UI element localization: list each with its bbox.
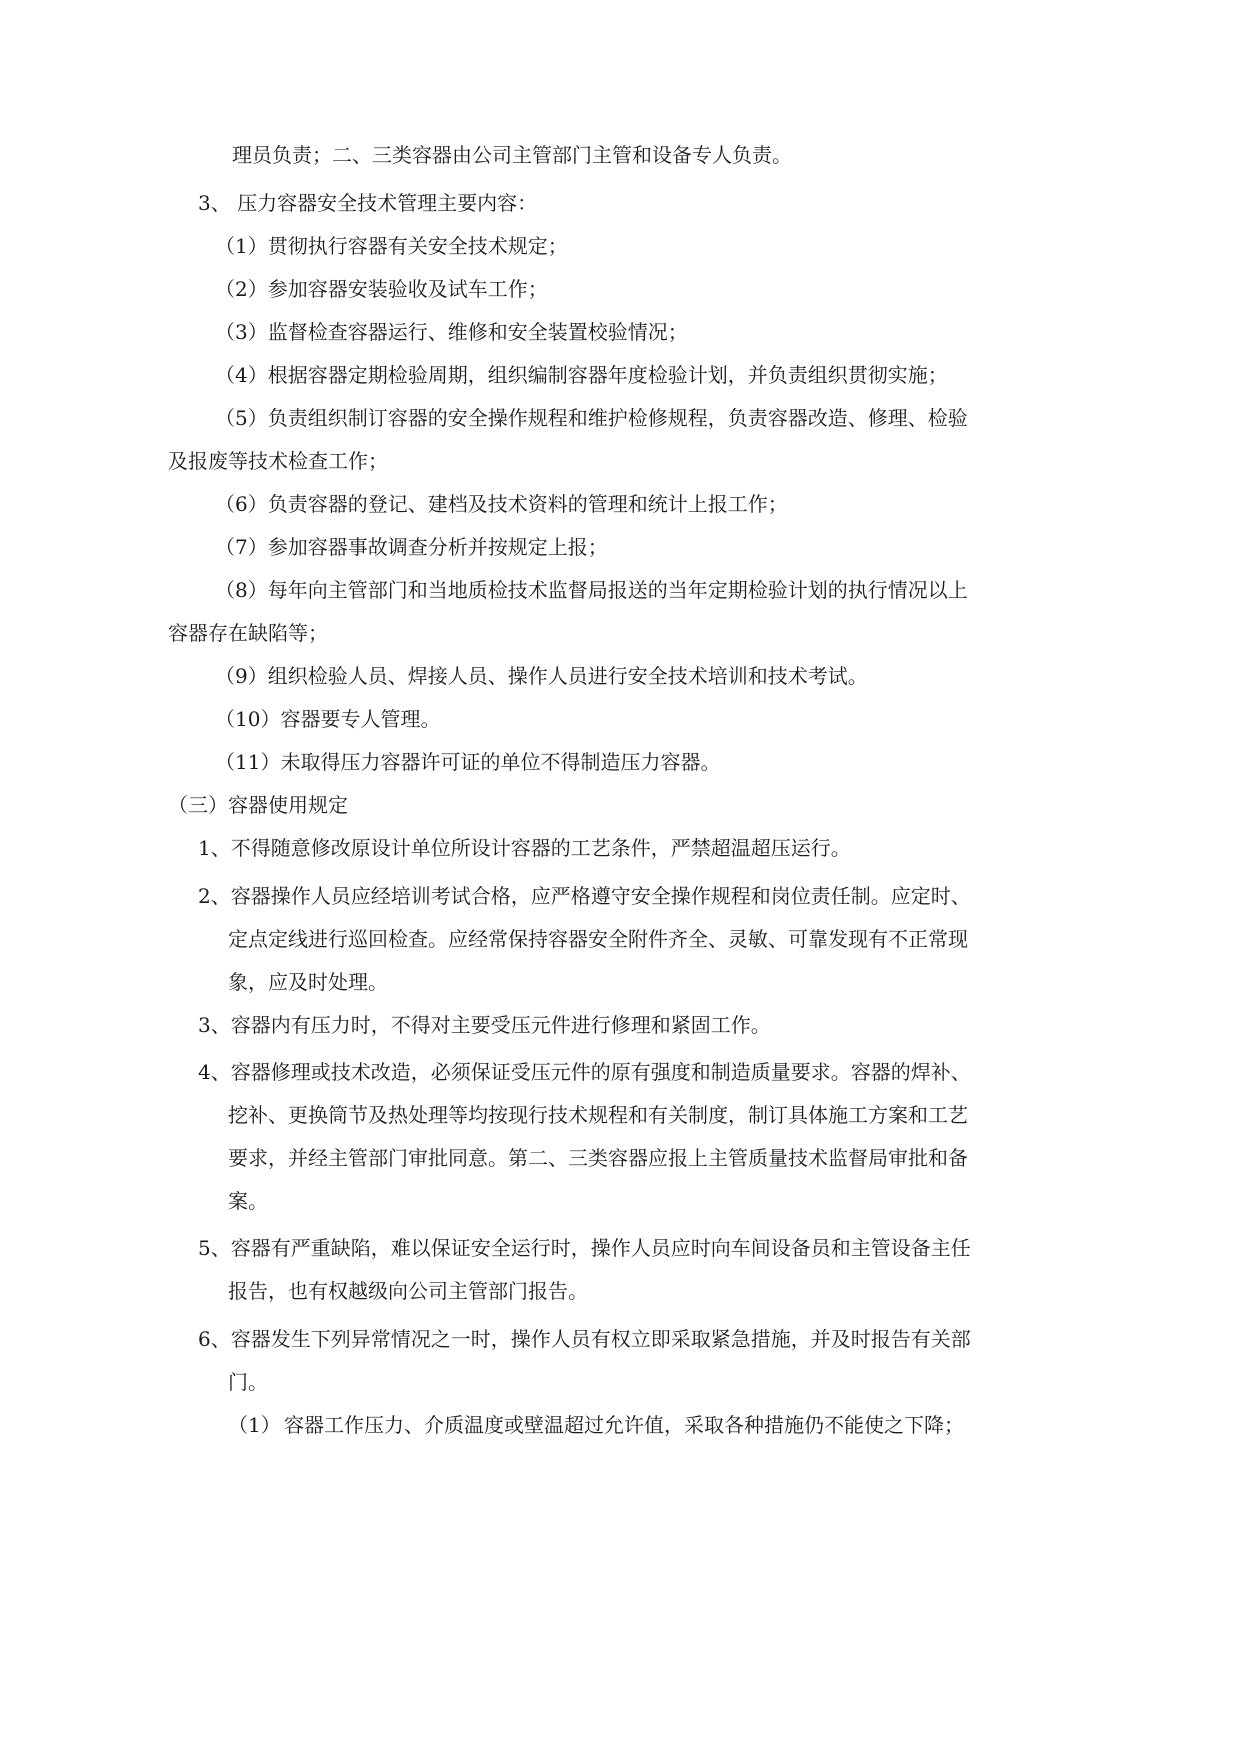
list-item: 3、容器内有压力时，不得对主要受压元件进行修理和紧固工作。 <box>198 1013 771 1037</box>
text-line: 挖补、更换筒节及热处理等均按现行技术规程和有关制度，制订具体施工方案和工艺 <box>228 1103 968 1127</box>
list-item: （9）组织检验人员、焊接人员、操作人员进行安全技术培训和技术考试。 <box>215 664 868 688</box>
text-line: 门。 <box>228 1370 268 1394</box>
list-item: （4）根据容器定期检验周期，组织编制容器年度检验计划，并负责组织贯彻实施； <box>215 363 948 387</box>
text-line: 理员负责；二、三类容器由公司主管部门主管和设备专人负责。 <box>232 143 792 167</box>
list-item: （11）未取得压力容器许可证的单位不得制造压力容器。 <box>215 750 721 774</box>
text-line: 定点定线进行巡回检查。应经常保持容器安全附件齐全、灵敏、可靠发现有不正常现 <box>228 927 968 951</box>
list-item-number: （1） <box>228 1413 281 1437</box>
list-item: （8）每年向主管部门和当地质检技术监督局报送的当年定期检验计划的执行情况以上 <box>215 578 968 602</box>
list-item <box>228 1411 964 1439</box>
list-item: （3）监督检查容器运行、维修和安全装置校验情况； <box>215 320 688 344</box>
section-heading: （三）容器使用规定 <box>168 793 348 817</box>
list-item-text: 容器工作压力、介质温度或壁温超过允许值，采取各种措施仍不能使之下降； <box>284 1413 964 1437</box>
list-item: （2）参加容器安装验收及试车工作； <box>215 277 548 301</box>
list-item: （1）贯彻执行容器有关安全技术规定； <box>215 234 568 258</box>
list-item: 2、容器操作人员应经培训考试合格，应严格遵守安全操作规程和岗位责任制。应定时、 <box>198 884 971 908</box>
text-line: 及报废等技术检查工作； <box>168 449 388 473</box>
list-item: 5、容器有严重缺陷，难以保证安全运行时，操作人员应时向车间设备员和主管设备主任 <box>198 1236 971 1260</box>
list-item: 6、容器发生下列异常情况之一时，操作人员有权立即采取紧急措施，并及时报告有关部 <box>198 1327 971 1351</box>
text-line: 3、 压力容器安全技术管理主要内容： <box>198 191 538 215</box>
list-item: 1、不得随意修改原设计单位所设计容器的工艺条件，严禁超温超压运行。 <box>198 836 851 860</box>
list-item: （7）参加容器事故调查分析并按规定上报； <box>215 535 608 559</box>
list-item: 4、容器修理或技术改造，必须保证受压元件的原有强度和制造质量要求。容器的焊补、 <box>198 1060 971 1084</box>
text-line: 容器存在缺陷等； <box>168 621 328 645</box>
list-item: （10）容器要专人管理。 <box>215 707 441 731</box>
text-line: 报告，也有权越级向公司主管部门报告。 <box>228 1279 588 1303</box>
list-item: （5）负责组织制订容器的安全操作规程和维护检修规程，负责容器改造、修理、检验 <box>215 406 968 430</box>
text-line: 要求，并经主管部门审批同意。第二、三类容器应报上主管质量技术监督局审批和备 <box>228 1146 968 1170</box>
list-item: （6）负责容器的登记、建档及技术资料的管理和统计上报工作； <box>215 492 788 516</box>
text-line: 象，应及时处理。 <box>228 970 388 994</box>
text-line: 案。 <box>228 1189 268 1213</box>
